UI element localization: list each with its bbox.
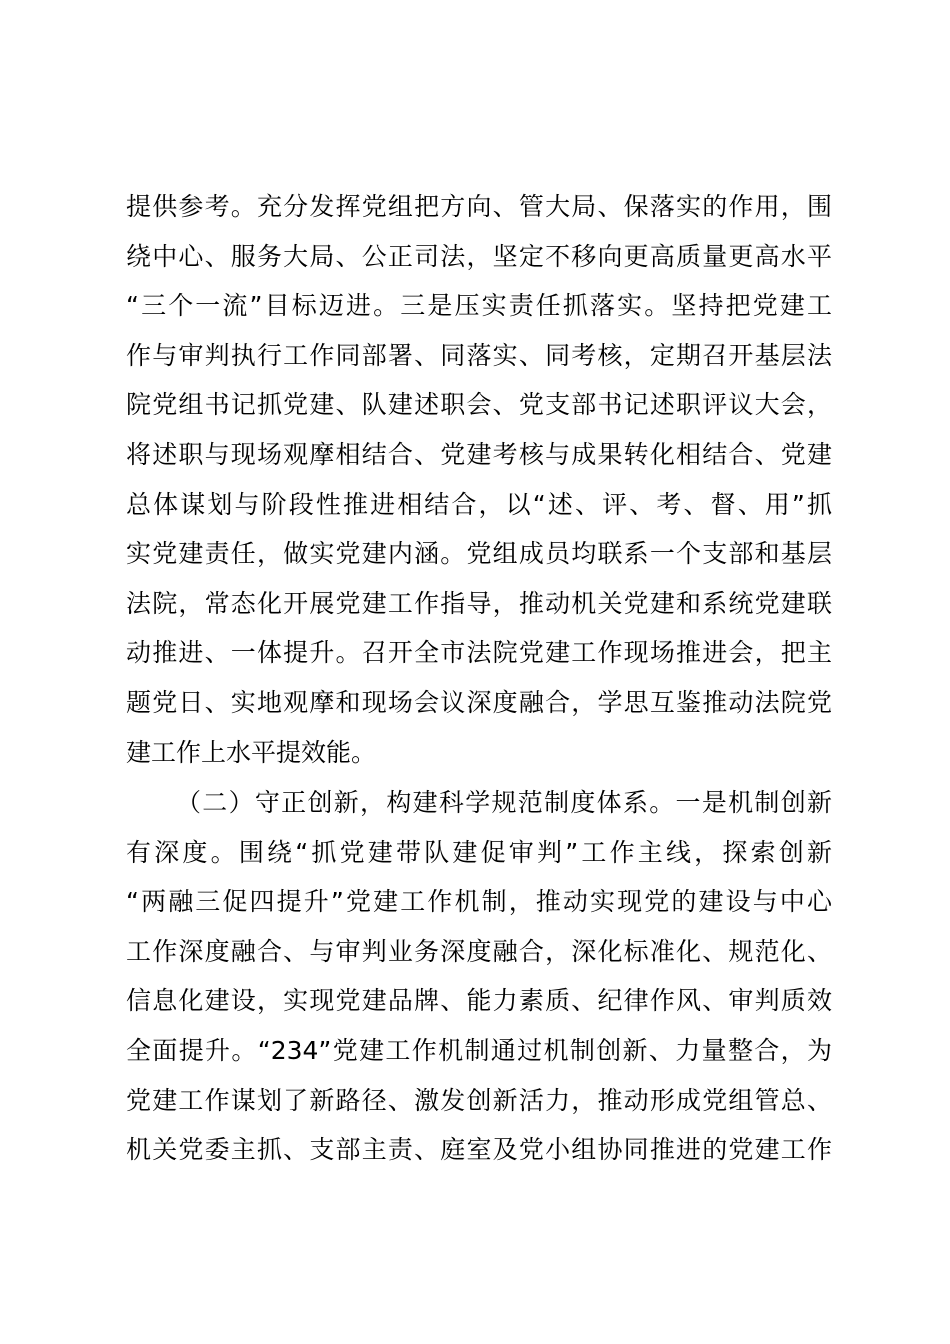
text-line: “两融三促四提升”党建工作机制，推动实现党的建设与中心	[126, 887, 832, 917]
text-line: 建工作上水平提效能。	[126, 737, 377, 767]
text-line: 实党建责任，做实党建内涵。党组成员均联系一个支部和基层	[126, 539, 832, 569]
text-line: 提供参考。充分发挥党组把方向、管大局、保落实的作用，围	[126, 192, 832, 221]
paragraph-continued	[126, 182, 832, 777]
text-line: 有深度。围绕“抓党建带队建促审判”工作主线，探索创新	[126, 837, 832, 867]
text-line: 总体谋划与阶段性推进相结合，以“述、评、考、督、用”抓	[126, 489, 832, 519]
text-line: 院党组书记抓党建、队建述职会、党支部书记述职评议大会，	[126, 390, 832, 420]
text-line: 工作深度融合、与审判业务深度融合，深化标准化、规范化、	[126, 936, 832, 966]
text-line: 全面提升。“234”党建工作机制通过机制创新、力量整合，为	[126, 1035, 832, 1065]
text-line: 信息化建设，实现党建品牌、能力素质、纪律作风、审判质效	[126, 986, 832, 1016]
text-line: “三个一流”目标迈进。三是压实责任抓落实。坚持把党建工	[126, 291, 832, 321]
text-line: 机关党委主抓、支部主责、庭室及党小组协同推进的党建工作	[126, 1135, 832, 1165]
text-line: 将述职与现场观摩相结合、党建考核与成果转化相结合、党建	[126, 439, 832, 469]
text-line: 绕中心、服务大局、公正司法，坚定不移向更高质量更高水平	[126, 241, 832, 271]
text-line: 法院，常态化开展党建工作指导，推动机关党建和系统党建联	[126, 588, 832, 618]
text-line: 党建工作谋划了新路径、激发创新活力，推动形成党组管总、	[126, 1085, 832, 1115]
section-heading-line: （二）守正创新，构建科学规范制度体系。一是机制创新	[176, 788, 832, 817]
text-line: 题党日、实地观摩和现场会议深度融合，学思互鉴推动法院党	[126, 687, 832, 717]
text-line: 动推进、一体提升。召开全市法院党建工作现场推进会，把主	[126, 638, 832, 668]
text-line: 作与审判执行工作同部署、同落实、同考核，定期召开基层法	[126, 340, 832, 370]
paragraph-section-two	[126, 778, 832, 1175]
